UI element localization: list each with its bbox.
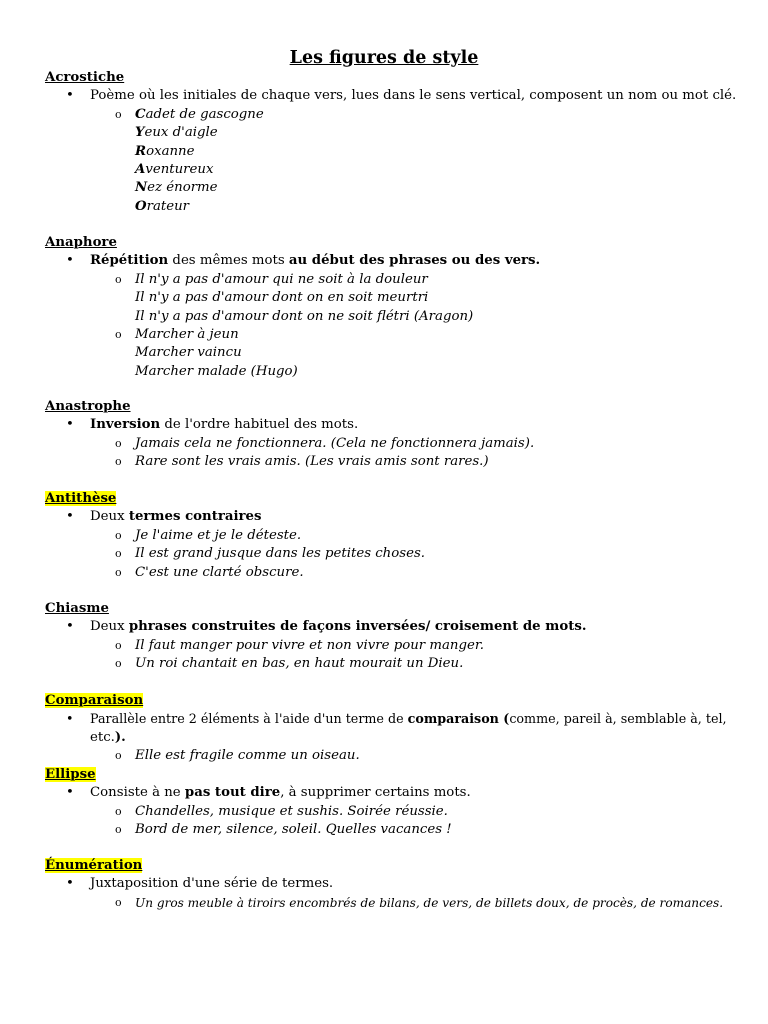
definition-bold: au début des phrases ou des vers. — [288, 253, 541, 269]
definition-text: , à supprimer certains mots. — [280, 785, 471, 801]
example-line — [45, 198, 735, 216]
highlighted-heading: Ellipse — [45, 767, 96, 782]
sub-bullet: o — [115, 657, 122, 671]
example-line — [45, 161, 735, 179]
example-text: Il n'y a pas d'amour qui ne soit à la douleur — [135, 271, 428, 287]
section-enumeration — [45, 857, 735, 912]
acrostic-rest: rateur — [146, 198, 190, 214]
highlighted-heading: Énumération — [45, 858, 143, 873]
definition-enumeration — [45, 875, 735, 893]
example-text: Il n'y a pas d'amour dont on en soit meurtri — [135, 290, 429, 306]
section-antithese — [45, 490, 735, 582]
example-line — [45, 747, 735, 765]
example-line — [45, 894, 735, 912]
sub-bullet: o — [115, 455, 122, 469]
definition-bold: Inversion — [90, 417, 161, 433]
definition-bold: pas tout dire — [184, 785, 281, 801]
heading-comparaison — [45, 692, 735, 710]
example-text: Il n'y a pas d'amour dont on ne soit flétri (Aragon) — [135, 308, 474, 324]
sub-bullet: o — [115, 547, 122, 561]
highlighted-heading: Comparaison — [45, 693, 144, 708]
acrostic-rest: ventureux — [145, 161, 214, 177]
definition-text: de l'ordre habituel des mots. — [160, 417, 359, 433]
bullet: • — [66, 88, 74, 104]
definition-text: Parallèle entre 2 éléments à l'aide d'un terme de — [90, 711, 408, 727]
acrostic-initial: R — [135, 143, 147, 159]
example-line — [45, 143, 735, 161]
example-text: Un roi chantait en bas, en haut mourait un Dieu. — [135, 656, 464, 672]
sub-bullet: o — [115, 327, 122, 341]
section-ellipse — [45, 766, 735, 840]
example-line — [45, 637, 735, 655]
bullet: • — [66, 711, 74, 727]
highlighted-heading: Antithèse — [45, 491, 117, 506]
definition-bold: phrases construites de façons inversées/ croisement de mots. — [128, 619, 587, 635]
bullet: • — [66, 619, 74, 635]
definition-bold: Répétition — [90, 253, 169, 269]
sub-bullet: o — [115, 528, 122, 542]
definition-ellipse — [45, 784, 735, 802]
definition-continuation — [45, 729, 735, 747]
definition-chiasme — [45, 618, 735, 636]
sub-bullet: o — [115, 638, 122, 652]
example-line — [45, 271, 735, 289]
example-line — [45, 435, 735, 453]
sub-bullet: o — [115, 107, 122, 121]
example-line — [45, 289, 735, 307]
acrostic-rest: adet de gascogne — [145, 106, 264, 122]
acrostic-initial: Y — [135, 125, 145, 141]
definition-text: etc. — [90, 729, 115, 745]
example-line — [45, 564, 735, 582]
definition-bold: termes contraires — [128, 509, 262, 525]
example-text: Bord de mer, silence, soleil. Quelles vacances ! — [135, 822, 452, 838]
definition-text: Deux — [90, 619, 129, 635]
sub-bullet: o — [115, 895, 122, 909]
definition-bold: comparaison ( — [407, 711, 510, 727]
example-line — [45, 106, 735, 124]
example-text: Jamais cela ne fonctionnera. (Cela ne fonctionnera jamais). — [135, 435, 535, 451]
example-text: Un gros meuble à tiroirs encombrés de bilans, de vers, de billets doux, de procès, de romances. — [135, 895, 724, 910]
sub-bullet: o — [115, 436, 122, 450]
section-chiasme — [45, 600, 735, 674]
example-text: Marcher vaincu — [135, 345, 242, 361]
definition-comparaison — [45, 710, 735, 728]
bullet: • — [66, 253, 74, 269]
heading-acrostiche: Acrostiche — [45, 70, 125, 85]
sub-bullet: o — [115, 823, 122, 837]
example-text: Il faut manger pour vivre et non vivre pour manger. — [135, 637, 484, 653]
definition-acrostiche — [45, 87, 735, 105]
definition-antithese — [45, 508, 735, 526]
bullet: • — [66, 785, 74, 801]
section-acrostiche — [45, 69, 735, 216]
definition-bold: ). — [114, 729, 126, 745]
example-line — [45, 326, 735, 344]
bullet: • — [66, 509, 74, 525]
example-line — [45, 344, 735, 362]
example-text: Chandelles, musique et sushis. Soirée réussie. — [135, 803, 448, 819]
definition-anaphore — [45, 252, 735, 270]
example-text: Marcher à jeun — [135, 326, 239, 342]
example-line — [45, 655, 735, 673]
definition-anastrophe — [45, 416, 735, 434]
example-text: Rare sont les vrais amis. (Les vrais amis sont rares.) — [135, 454, 489, 470]
definition-text: Consiste à ne — [90, 785, 185, 801]
heading-anaphore: Anaphore — [45, 235, 117, 250]
example-line — [45, 453, 735, 471]
sub-bullet: o — [115, 565, 122, 579]
definition-text: Deux — [90, 509, 129, 525]
definition-text: Juxtaposition d'une série de termes. — [90, 876, 334, 892]
acrostic-rest: ez énorme — [147, 180, 218, 196]
bullet: • — [66, 417, 74, 433]
example-line — [45, 545, 735, 563]
example-line — [45, 803, 735, 821]
acrostic-rest: oxanne — [146, 143, 195, 159]
heading-anastrophe: Anastrophe — [45, 399, 131, 414]
heading-ellipse — [45, 766, 735, 784]
acrostic-rest: eux d'aigle — [144, 125, 218, 141]
example-line — [45, 124, 735, 142]
example-text: C'est une clarté obscure. — [135, 564, 304, 580]
heading-antithese — [45, 490, 735, 508]
example-line — [45, 308, 735, 326]
example-text: Elle est fragile comme un oiseau. — [135, 748, 360, 764]
example-line — [45, 363, 735, 381]
example-line — [45, 179, 735, 197]
acrostic-initial: A — [135, 161, 146, 177]
example-line — [45, 821, 735, 839]
sub-bullet: o — [115, 749, 122, 763]
example-line — [45, 527, 735, 545]
acrostic-initial: O — [135, 198, 147, 214]
sub-bullet: o — [115, 804, 122, 818]
sub-bullet: o — [115, 272, 122, 286]
example-text: Je l'aime et je le déteste. — [135, 527, 302, 543]
example-text: Il est grand jusque dans les petites choses. — [135, 546, 425, 562]
section-anastrophe — [45, 398, 735, 472]
definition-text: comme, pareil à, semblable à, tel, — [509, 711, 727, 727]
acrostic-initial: C — [135, 106, 146, 122]
section-anaphore — [45, 234, 735, 381]
acrostic-initial: N — [135, 180, 148, 196]
heading-enumeration — [45, 857, 735, 875]
definition-text: des mêmes mots — [168, 253, 289, 269]
page-title: Les figures de style — [289, 48, 479, 68]
bullet: • — [66, 876, 74, 892]
heading-chiasme: Chiasme — [45, 601, 109, 616]
example-text: Marcher malade (Hugo) — [135, 363, 298, 379]
section-comparaison — [45, 692, 735, 766]
definition-text: Poème où les initiales de chaque vers, lues dans le sens vertical, composent un nom ou mot clé. — [90, 88, 737, 104]
